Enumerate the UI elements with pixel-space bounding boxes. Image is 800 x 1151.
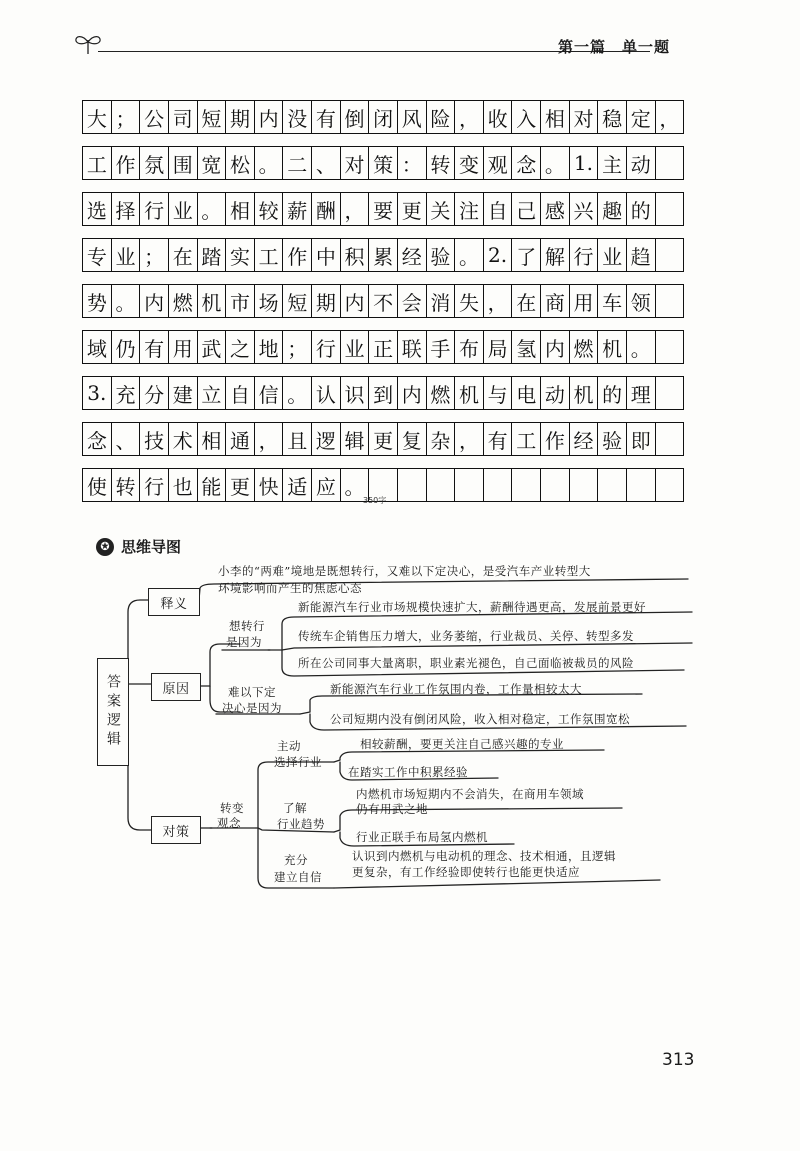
essay-cell: ， <box>454 100 483 134</box>
essay-cell: 实 <box>225 238 254 272</box>
essay-cell: 也 <box>168 468 197 502</box>
essay-cell: 要 <box>368 192 397 226</box>
reason-want-item-3: 所在公司同事大量离职，职业素光褪色，自己面临被裁员的风险 <box>298 656 634 670</box>
essay-cell: 作 <box>540 422 569 456</box>
essay-cell: 的 <box>626 192 655 226</box>
essay-cell: 动 <box>540 376 569 410</box>
essay-cell: 有 <box>483 422 512 456</box>
essay-cell: 认 <box>311 376 340 410</box>
essay-cell: 用 <box>569 284 598 318</box>
essay-cell: 到 <box>368 376 397 410</box>
essay-cell: 充 <box>111 376 140 410</box>
essay-cell: 信 <box>254 376 283 410</box>
essay-cell: 关 <box>426 192 455 226</box>
essay-cell: 更 <box>368 422 397 456</box>
essay-cell: 。 <box>626 330 655 364</box>
essay-cell: 在 <box>511 284 540 318</box>
essay-cell: 商 <box>540 284 569 318</box>
essay-cell: 作 <box>111 146 140 180</box>
essay-cell: 业 <box>111 238 140 272</box>
essay-cell: 分 <box>139 376 168 410</box>
trend-label-line2: 行业趋势 <box>277 817 325 831</box>
essay-cell: 念 <box>511 146 540 180</box>
essay-cell: 作 <box>282 238 311 272</box>
essay-cell: 转 <box>426 146 455 180</box>
essay-cell: 地 <box>254 330 283 364</box>
essay-cell: 1. <box>569 146 598 180</box>
essay-cell: 与 <box>483 376 512 410</box>
essay-cell: 更 <box>397 192 426 226</box>
essay-cell: ： <box>397 146 426 180</box>
countermeasure-mid-line1: 转变 <box>220 801 244 815</box>
essay-cell: 消 <box>426 284 455 318</box>
reason-want-label-line2: 是因为 <box>226 635 262 649</box>
essay-cell: 建 <box>168 376 197 410</box>
essay-cell: 二 <box>282 146 311 180</box>
essay-cell: 、 <box>111 422 140 456</box>
essay-cell: 联 <box>397 330 426 364</box>
essay-cell: 机 <box>197 284 226 318</box>
essay-cell: ， <box>340 192 369 226</box>
essay-cell: 辑 <box>340 422 369 456</box>
essay-cell: 司 <box>168 100 197 134</box>
essay-cell: 内 <box>139 284 168 318</box>
essay-cell: 较 <box>254 192 283 226</box>
confidence-text-line1: 认识到内燃机与电动机的理念、技术相通，且逻辑 <box>352 849 616 863</box>
reason-want-item-1: 新能源汽车行业市场规模快速扩大，薪酬待遇更高，发展前景更好 <box>298 600 646 614</box>
essay-cell: 杂 <box>426 422 455 456</box>
essay-cell: 快 <box>254 468 283 502</box>
essay-cell: 即 <box>626 422 655 456</box>
essay-cell: 转 <box>111 468 140 502</box>
essay-cell: 复 <box>397 422 426 456</box>
reason-hesitate-item-2: 公司短期内没有倒闭风险，收入相对稳定，工作氛围宽松 <box>330 712 630 726</box>
branch-interpretation-text-line1: 小李的“两难”境地是既想转行，又难以下定决心，是受汽车产业转型大 <box>218 564 591 578</box>
essay-cell: ， <box>655 100 685 134</box>
essay-cell: 业 <box>340 330 369 364</box>
essay-cell: 2. <box>483 238 512 272</box>
essay-cell: 3. <box>82 376 111 410</box>
essay-cell: 应 <box>311 468 340 502</box>
essay-cell: 。 <box>111 284 140 318</box>
essay-cell: ； <box>111 100 140 134</box>
essay-cell: 局 <box>483 330 512 364</box>
essay-cell: 。 <box>282 376 311 410</box>
choose-industry-label-line2: 选择行业 <box>274 755 322 769</box>
essay-cell: 解 <box>540 238 569 272</box>
essay-cell: 术 <box>168 422 197 456</box>
essay-cell: 。 <box>254 146 283 180</box>
essay-cell: 注 <box>454 192 483 226</box>
essay-cell: 之 <box>225 330 254 364</box>
essay-cell: ， <box>454 422 483 456</box>
essay-cell: 的 <box>597 376 626 410</box>
essay-cell: 己 <box>511 192 540 226</box>
essay-cell: 氢 <box>511 330 540 364</box>
essay-cell: ， <box>483 284 512 318</box>
confidence-label-line1: 充分 <box>284 853 308 867</box>
essay-cell: 技 <box>139 422 168 456</box>
essay-cell: 收 <box>483 100 512 134</box>
essay-cell: 趋 <box>626 238 655 272</box>
essay-cell: 内 <box>397 376 426 410</box>
confidence-label-line2: 建立自信 <box>274 870 322 884</box>
essay-cell: 工 <box>254 238 283 272</box>
essay-cell: 短 <box>282 284 311 318</box>
branch-countermeasure: 对策 <box>151 816 201 844</box>
mindmap-root: 答案逻辑 <box>97 658 129 766</box>
essay-cell: 入 <box>511 100 540 134</box>
essay-cell: 立 <box>197 376 226 410</box>
essay-cell: 、 <box>311 146 340 180</box>
essay-cell: 领 <box>626 284 655 318</box>
essay-cell: 经 <box>569 422 598 456</box>
essay-cell: 通 <box>225 422 254 456</box>
essay-cell: 感 <box>540 192 569 226</box>
essay-cell: 。 <box>197 192 226 226</box>
confidence-text-line2: 更复杂，有工作经验即使转行也能更快适应 <box>352 865 580 879</box>
essay-cell: 场 <box>254 284 283 318</box>
essay-cell: 机 <box>569 376 598 410</box>
page-number: 313 <box>662 1050 695 1070</box>
choose-industry-item-2: 在踏实工作中积累经验 <box>348 765 468 779</box>
essay-cell: 行 <box>139 192 168 226</box>
essay-cell: 念 <box>82 422 111 456</box>
essay-cell: 了 <box>511 238 540 272</box>
choose-industry-label-line1: 主动 <box>277 739 301 753</box>
essay-cell: 燃 <box>426 376 455 410</box>
essay-cell: 薪 <box>282 192 311 226</box>
essay-cell: 验 <box>426 238 455 272</box>
essay-cell: 主 <box>597 146 626 180</box>
essay-cell: 松 <box>225 146 254 180</box>
essay-cell: 行 <box>139 468 168 502</box>
essay-cell: 势 <box>82 284 111 318</box>
trend-item-1-line1: 内燃机市场短期内不会消失，在商用车领域 <box>356 787 584 801</box>
essay-cell: 积 <box>340 238 369 272</box>
essay-cell: 。 <box>340 468 369 502</box>
essay-cell: 相 <box>197 422 226 456</box>
essay-cell: 经 <box>397 238 426 272</box>
essay-cell: 自 <box>483 192 512 226</box>
trend-item-2: 行业正联手布局氢内燃机 <box>356 830 488 844</box>
essay-cell: 择 <box>111 192 140 226</box>
essay-cell: 在 <box>168 238 197 272</box>
branch-interpretation: 释义 <box>148 588 200 616</box>
essay-cell: 更 <box>225 468 254 502</box>
reason-hesitate-item-1: 新能源汽车行业工作氛围内卷，工作量相较太大 <box>330 682 582 696</box>
word-count: 350字 <box>363 496 387 505</box>
star-badge-icon: ✪ <box>96 538 114 556</box>
essay-cell: 。 <box>454 238 483 272</box>
essay-cell: 自 <box>225 376 254 410</box>
essay-cell: 酬 <box>311 192 340 226</box>
essay-cell: 趣 <box>597 192 626 226</box>
essay-cell: 短 <box>197 100 226 134</box>
essay-cell: 燃 <box>168 284 197 318</box>
essay-cell: 内 <box>254 100 283 134</box>
essay-cell: 宽 <box>197 146 226 180</box>
essay-cell: 围 <box>168 146 197 180</box>
essay-cell: 动 <box>626 146 655 180</box>
essay-cell: 车 <box>597 284 626 318</box>
trend-label-line1: 了解 <box>283 801 307 815</box>
essay-cell: 电 <box>511 376 540 410</box>
essay-cell: 策 <box>368 146 397 180</box>
branch-interpretation-text-line2: 环境影响而产生的焦虑心态 <box>218 581 362 595</box>
essay-cell: 用 <box>168 330 197 364</box>
essay-cell: 工 <box>82 146 111 180</box>
essay-cell: 倒 <box>340 100 369 134</box>
essay-cell: 验 <box>597 422 626 456</box>
essay-cell: 相 <box>540 100 569 134</box>
essay-cell: 识 <box>340 376 369 410</box>
essay-cell: 累 <box>368 238 397 272</box>
essay-cell: 风 <box>397 100 426 134</box>
essay-cell: 。 <box>540 146 569 180</box>
essay-cell: 行 <box>311 330 340 364</box>
essay-cell: 没 <box>282 100 311 134</box>
essay-cell: ， <box>254 422 283 456</box>
branch-reason: 原因 <box>151 673 201 701</box>
choose-industry-item-1: 相较薪酬，要更关注自己感兴趣的专业 <box>360 737 564 751</box>
reason-want-item-2: 传统车企销售压力增大，业务萎缩，行业裁员、关停、转型多发 <box>298 629 634 643</box>
trend-item-1-line2: 仍有用武之地 <box>356 802 428 816</box>
essay-cell: 氛 <box>139 146 168 180</box>
essay-cell: 公 <box>139 100 168 134</box>
essay-cell: 中 <box>311 238 340 272</box>
essay-cell: ； <box>139 238 168 272</box>
essay-cell: 仍 <box>111 330 140 364</box>
essay-cell: 兴 <box>569 192 598 226</box>
section-title: 思维导图 <box>121 538 182 556</box>
essay-cell: 选 <box>82 192 111 226</box>
essay-cell: 机 <box>454 376 483 410</box>
essay-cell: 稳 <box>597 100 626 134</box>
essay-cell: 域 <box>82 330 111 364</box>
essay-cell: 燃 <box>569 330 598 364</box>
essay-cell: 市 <box>225 284 254 318</box>
essay-cell: 有 <box>311 100 340 134</box>
essay-cell: 行 <box>569 238 598 272</box>
essay-cell: 险 <box>426 100 455 134</box>
header-title: 第一篇 单一题 <box>558 38 671 56</box>
essay-cell: 适 <box>282 468 311 502</box>
essay-cell: 正 <box>368 330 397 364</box>
essay-cell: 对 <box>569 100 598 134</box>
essay-cell: 业 <box>168 192 197 226</box>
essay-cell: 且 <box>282 422 311 456</box>
essay-cell: 失 <box>454 284 483 318</box>
essay-cell: 不 <box>368 284 397 318</box>
essay-cell: 相 <box>225 192 254 226</box>
essay-cell: 有 <box>139 330 168 364</box>
essay-cell: 能 <box>197 468 226 502</box>
essay-cell: 闭 <box>368 100 397 134</box>
essay-cell: 专 <box>82 238 111 272</box>
essay-cell: 理 <box>626 376 655 410</box>
essay-cell: 踏 <box>197 238 226 272</box>
essay-cell: 变 <box>454 146 483 180</box>
essay-cell: 内 <box>540 330 569 364</box>
essay-cell: 布 <box>454 330 483 364</box>
essay-cell: 定 <box>626 100 655 134</box>
essay-cell: 期 <box>225 100 254 134</box>
essay-cell: 使 <box>82 468 111 502</box>
essay-cell: 对 <box>340 146 369 180</box>
essay-cell: 大 <box>82 100 111 134</box>
essay-cell: 工 <box>511 422 540 456</box>
essay-cell: 期 <box>311 284 340 318</box>
essay-cell: ； <box>282 330 311 364</box>
essay-cell: 会 <box>397 284 426 318</box>
essay-cell: 内 <box>340 284 369 318</box>
reason-want-label-line1: 想转行 <box>229 619 265 633</box>
essay-cell: 观 <box>483 146 512 180</box>
reason-hesitate-label-line2: 决心是因为 <box>222 701 282 715</box>
essay-cell: 武 <box>197 330 226 364</box>
essay-cell: 手 <box>426 330 455 364</box>
countermeasure-mid-line2: 观念 <box>217 816 241 830</box>
reason-hesitate-label-line1: 难以下定 <box>228 685 276 699</box>
essay-cell: 逻 <box>311 422 340 456</box>
essay-cell: 机 <box>597 330 626 364</box>
essay-cell: 业 <box>597 238 626 272</box>
